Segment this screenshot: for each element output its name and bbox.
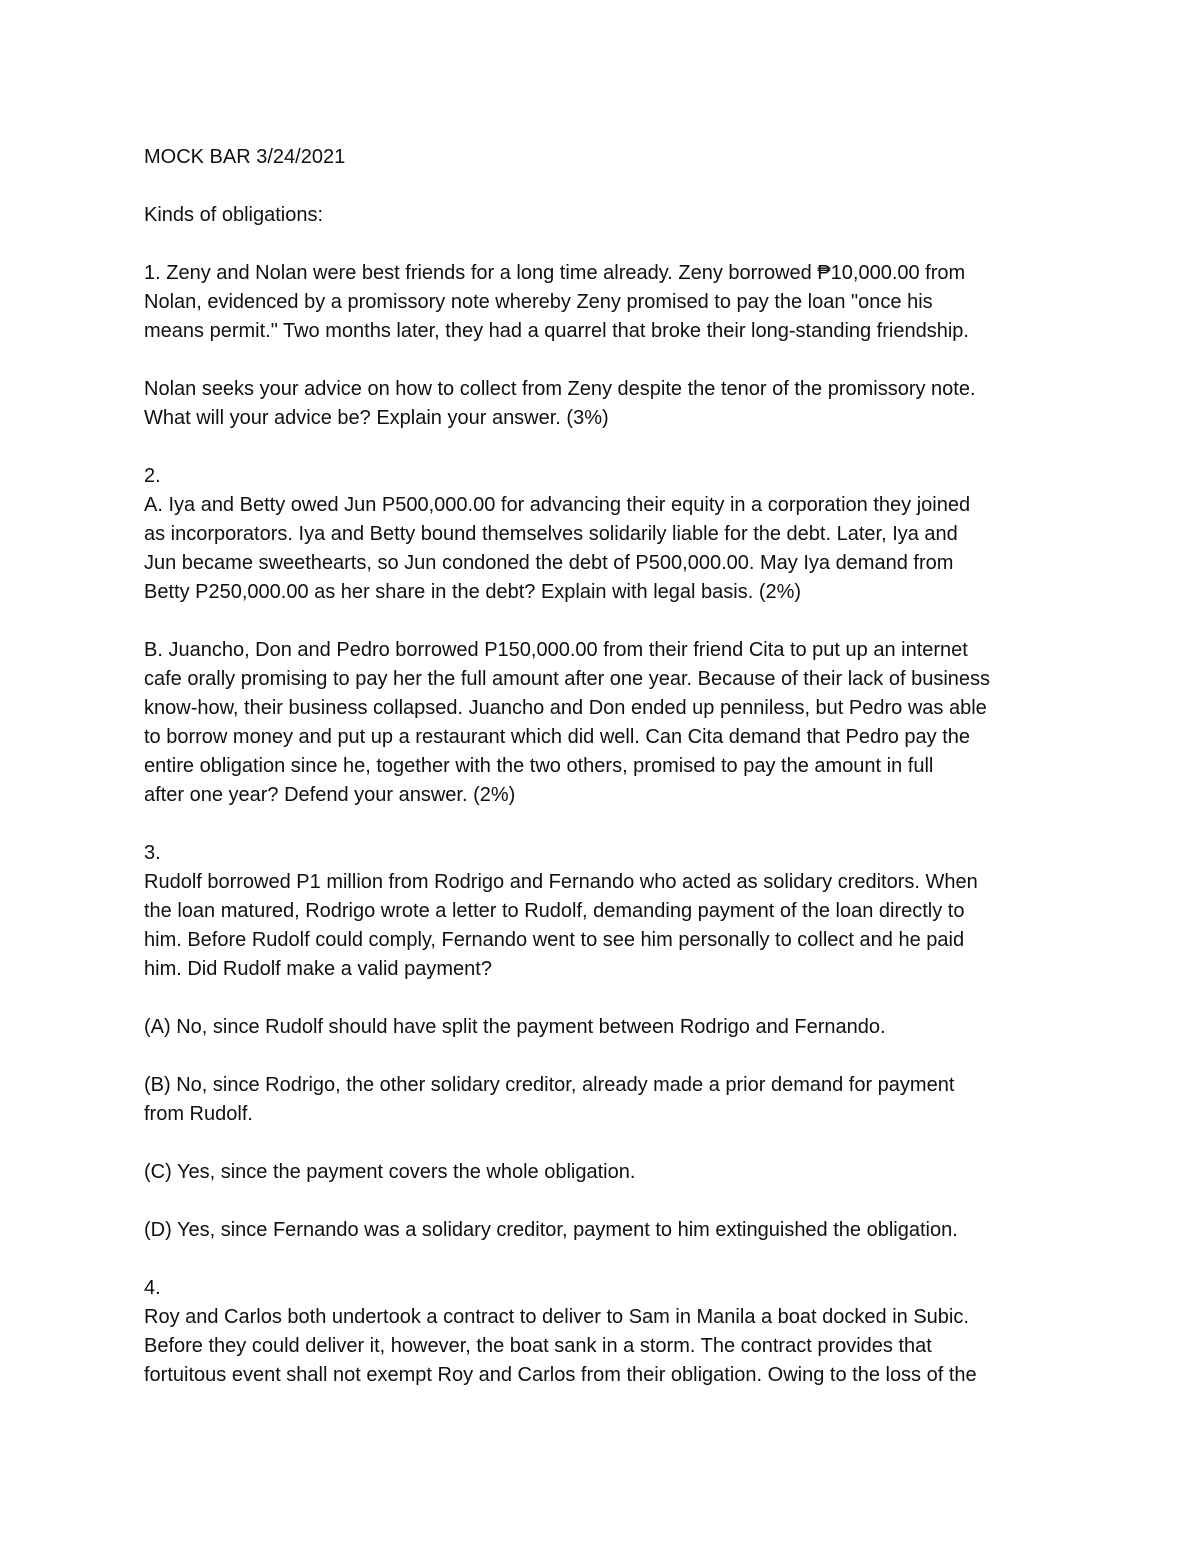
- text-line: know-how, their business collapsed. Juancho and Don ended up penniless, but Pedro was able: [144, 697, 987, 719]
- question-1-prompt: [144, 375, 1074, 433]
- text-line: B. Juancho, Don and Pedro borrowed P150,000.00 from their friend Cita to put up an internet: [144, 639, 968, 661]
- question-4-number: 4.: [144, 1277, 161, 1299]
- question-3-number: 3.: [144, 842, 161, 864]
- text-line: to borrow money and put up a restaurant which did well. Can Cita demand that Pedro pay the: [144, 726, 971, 748]
- document-title: MOCK BAR 3/24/2021: [144, 146, 346, 168]
- text-line: from Rudolf.: [144, 1103, 253, 1125]
- text-line: Nolan, evidenced by a promissory note whereby Zeny promised to pay the loan "once his: [144, 291, 933, 313]
- text-line: him. Before Rudolf could comply, Fernando went to see him personally to collect and he paid: [144, 929, 965, 951]
- document-body: [144, 143, 1074, 1390]
- text-line: him. Did Rudolf make a valid payment?: [144, 958, 492, 980]
- question-3-option-b: [144, 1071, 1074, 1129]
- text-line: (B) No, since Rodrigo, the other solidary creditor, already made a prior demand for payment: [144, 1074, 955, 1096]
- text-line: means permit." Two months later, they had a quarrel that broke their long-standing friendship.: [144, 320, 969, 342]
- text-line: Rudolf borrowed P1 million from Rodrigo and Fernando who acted as solidary creditors. When: [144, 871, 978, 893]
- section-heading: Kinds of obligations:: [144, 204, 324, 226]
- question-2a: [144, 491, 1074, 607]
- question-3-option-d: (D) Yes, since Fernando was a solidary creditor, payment to him extinguished the obligation.: [144, 1219, 958, 1241]
- text-line: fortuitous event shall not exempt Roy and Carlos from their obligation. Owing to the loss of the: [144, 1364, 977, 1386]
- text-line: the loan matured, Rodrigo wrote a letter to Rudolf, demanding payment of the loan directly to: [144, 900, 965, 922]
- text-line: after one year? Defend your answer. (2%): [144, 784, 516, 806]
- question-3-stem: [144, 868, 1074, 984]
- text-line: Betty P250,000.00 as her share in the debt? Explain with legal basis. (2%): [144, 581, 802, 603]
- question-4-stem: [144, 1303, 1074, 1390]
- question-3-option-c: (C) Yes, since the payment covers the whole obligation.: [144, 1161, 636, 1183]
- text-line: as incorporators. Iya and Betty bound themselves solidarily liable for the debt. Later, Iya and: [144, 523, 958, 545]
- text-line: cafe orally promising to pay her the full amount after one year. Because of their lack of business: [144, 668, 991, 690]
- question-2b: [144, 636, 1074, 810]
- text-line: Before they could deliver it, however, the boat sank in a storm. The contract provides that: [144, 1335, 932, 1357]
- text-line: 1. Zeny and Nolan were best friends for a long time already. Zeny borrowed ₱10,000.00 from: [144, 262, 966, 284]
- text-line: A. Iya and Betty owed Jun P500,000.00 for advancing their equity in a corporation they joined: [144, 494, 971, 516]
- text-line: What will your advice be? Explain your answer. (3%): [144, 407, 609, 429]
- text-line: entire obligation since he, together with the two others, promised to pay the amount in full: [144, 755, 934, 777]
- question-2-number: 2.: [144, 465, 161, 487]
- text-line: Roy and Carlos both undertook a contract to deliver to Sam in Manila a boat docked in Subic.: [144, 1306, 969, 1328]
- text-line: Nolan seeks your advice on how to collect from Zeny despite the tenor of the promissory note.: [144, 378, 976, 400]
- text-line: Jun became sweethearts, so Jun condoned the debt of P500,000.00. May Iya demand from: [144, 552, 954, 574]
- question-3-option-a: (A) No, since Rudolf should have split the payment between Rodrigo and Fernando.: [144, 1016, 886, 1038]
- question-1-facts: [144, 259, 1074, 346]
